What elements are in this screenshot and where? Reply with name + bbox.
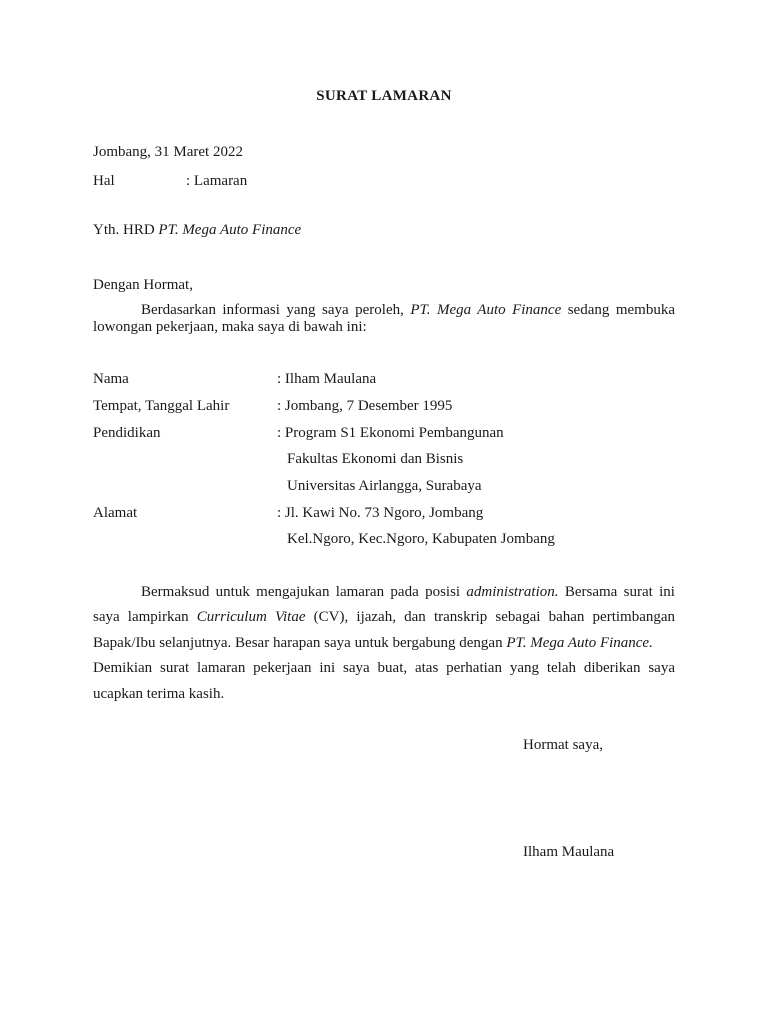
cv-term: Curriculum Vitae <box>196 609 306 625</box>
body-line-3 <box>93 634 653 652</box>
subject-label: Hal <box>93 173 115 189</box>
recipient-line <box>93 221 301 239</box>
intro-company: PT. Mega Auto Finance <box>410 302 562 318</box>
recipient-company: PT. Mega Auto Finance <box>158 222 302 238</box>
intro-line-1 <box>93 301 675 319</box>
education-label: Pendidikan <box>93 425 161 441</box>
subject-value: : Lamaran <box>186 173 248 189</box>
intro-text-1: Berdasarkan informasi yang saya peroleh, <box>141 302 411 318</box>
education-line-2: Fakultas Ekonomi dan Bisnis <box>287 451 464 467</box>
education-line-1: : Program S1 Ekonomi Pembangunan <box>277 425 504 441</box>
date-line: Jombang, 31 Maret 2022 <box>93 144 243 160</box>
body-line-4: Demikian surat lamaran pekerjaan ini saya buat, atas perhatian yang telah diberikan saya <box>93 660 675 676</box>
body-text-1a: Bermaksud untuk mengajukan lamaran pada posisi <box>141 584 467 600</box>
body-text-1b: Bersama surat ini <box>558 584 675 600</box>
address-line-1: : Jl. Kawi No. 73 Ngoro, Jombang <box>277 505 484 521</box>
education-line-3: Universitas Airlangga, Surabaya <box>287 478 482 494</box>
closing: Hormat saya, <box>523 737 603 753</box>
name-value: : Ilham Maulana <box>277 371 377 387</box>
birth-label: Tempat, Tanggal Lahir <box>93 398 230 414</box>
name-label: Nama <box>93 371 129 387</box>
body-text-2a: saya lampirkan <box>93 609 197 625</box>
intro-line-2: lowongan pekerjaan, maka saya di bawah ini: <box>93 319 367 335</box>
body-line-1 <box>93 583 675 601</box>
body-company: PT. Mega Auto Finance. <box>506 635 653 651</box>
letter-title: SURAT LAMARAN <box>316 88 452 104</box>
position-name: administration. <box>466 584 559 600</box>
address-line-2: Kel.Ngoro, Kec.Ngoro, Kabupaten Jombang <box>287 531 555 547</box>
signature-name: Ilham Maulana <box>523 844 615 860</box>
address-label: Alamat <box>93 505 138 521</box>
birth-value: : Jombang, 7 Desember 1995 <box>277 398 453 414</box>
recipient-prefix: Yth. HRD <box>93 222 159 238</box>
intro-text-2: sedang membuka <box>561 302 675 318</box>
greeting: Dengan Hormat, <box>93 277 193 293</box>
body-line-2 <box>93 608 675 626</box>
body-text-3a: Bapak/Ibu selanjutnya. Besar harapan saya untuk bergabung dengan <box>93 635 507 651</box>
body-text-2b: (CV), ijazah, dan transkrip sebagai bahan pertimbangan <box>305 609 676 625</box>
body-line-5: ucapkan terima kasih. <box>93 686 225 702</box>
